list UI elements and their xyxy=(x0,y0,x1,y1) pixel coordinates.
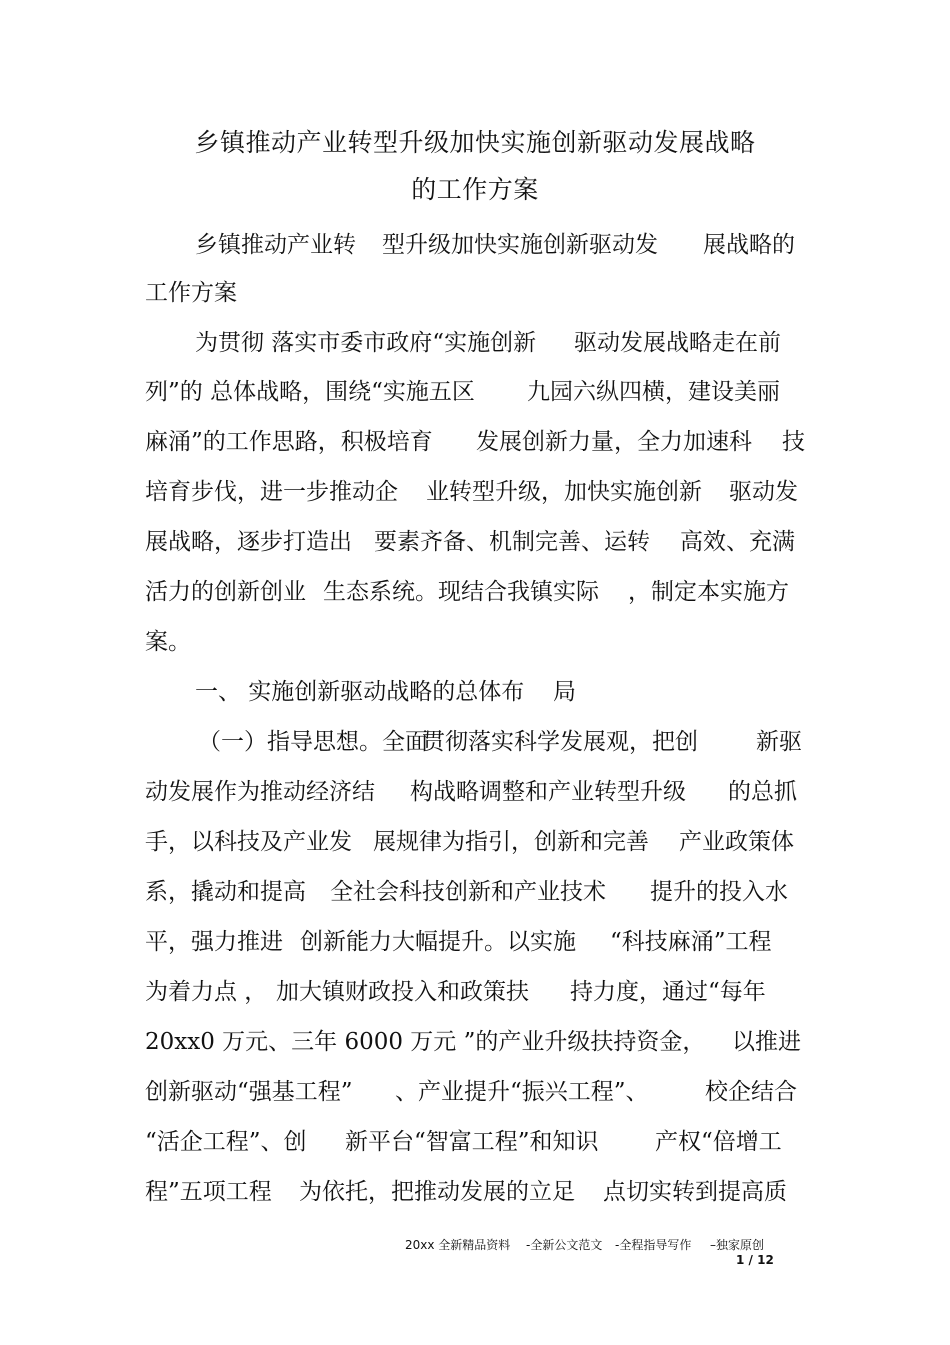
body-text-segment: 业转型升级，加快实施创新 xyxy=(426,479,702,505)
body-text-segment: 平，强力推进 xyxy=(145,929,283,955)
body-text-segment: 创新驱动“强基工程” xyxy=(145,1079,353,1105)
body-text-segment: 构战略调整和产业转型升级 xyxy=(410,779,686,805)
body-line xyxy=(0,725,950,759)
body-text-segment: 20xx0 万元、三年 6000 万元 ”的产业升级扶持资金， xyxy=(145,1029,706,1055)
body-text-segment: 要素齐备、机制完善、运转 xyxy=(374,529,650,555)
body-line xyxy=(0,276,950,310)
body-text-segment: 九园六纵四横，建设美丽 xyxy=(527,379,780,405)
body-text-segment: 型升级加快实施创新驱动发 xyxy=(382,232,658,258)
body-line xyxy=(0,1175,950,1209)
body-text-segment: 活力的创新创业 xyxy=(145,579,306,605)
body-line xyxy=(0,575,950,609)
body-text-segment: 为依托，把推动发展的立足 xyxy=(299,1179,575,1205)
body-text-segment: 驱动发展战略走在前 xyxy=(574,330,781,356)
body-text-segment: 局 xyxy=(553,679,576,705)
body-text-segment: 新驱 xyxy=(756,729,802,755)
body-text-segment: 麻涌”的工作思路，积极培育 xyxy=(145,429,433,455)
body-text-segment: 程”五项工程 xyxy=(145,1179,272,1205)
body-text-segment: 创新能力大幅提升。以实施 xyxy=(300,929,576,955)
body-text-segment: 、产业提升“振兴工程”、 xyxy=(395,1079,649,1105)
body-text-segment: 贯彻落实科学发展观，把创 xyxy=(422,729,698,755)
body-text-segment: 动发展作为推动经济结 xyxy=(145,779,375,805)
body-text-segment: “科技麻涌”工程 xyxy=(610,929,772,955)
body-text-segment: 加大镇财政投入和政策扶 xyxy=(276,979,529,1005)
body-text-segment: 持力度，通过“每年 xyxy=(570,979,766,1005)
body-line xyxy=(0,925,950,959)
body-line xyxy=(0,625,950,659)
body-text-segment: 培育步伐，进一步推动企 xyxy=(145,479,398,505)
body-text-segment: 产权“倍增工 xyxy=(655,1129,782,1155)
body-line xyxy=(0,875,950,909)
body-text-segment: 为着力点 ， xyxy=(145,979,268,1005)
body-line xyxy=(0,1125,950,1159)
footer-segment: 20xx 全新精品资料 xyxy=(405,1238,511,1252)
body-line xyxy=(0,775,950,809)
body-text-segment: “活企工程”、创 xyxy=(145,1129,307,1155)
body-text-segment: 展规律为指引，创新和完善 xyxy=(373,829,649,855)
body-text-segment: 技 xyxy=(782,429,805,455)
body-text-segment: 展战略，逐步打造出 xyxy=(145,529,352,555)
body-text-segment: 工作方案 xyxy=(145,280,237,306)
body-text-segment: 乡镇推动产业转 xyxy=(195,232,356,258)
body-text-segment: （一）指导思想。全面 xyxy=(198,729,428,755)
body-text-segment: 一、 实施创新驱动战略的总体布 xyxy=(195,679,525,705)
body-text-segment: 为贯彻 落实市委市政府“实施创新 xyxy=(195,330,537,356)
body-text-segment: 产业政策体 xyxy=(679,829,794,855)
body-line xyxy=(0,326,950,360)
document-title-line-2: 的工作方案 xyxy=(411,175,539,204)
body-line xyxy=(0,1075,950,1109)
body-line xyxy=(0,425,950,459)
body-text-segment: 列”的 总体战略，围绕“实施五区 xyxy=(145,379,475,405)
body-line xyxy=(0,228,950,262)
body-line xyxy=(0,825,950,859)
body-line xyxy=(0,475,950,509)
footer-segment: -全新公文范文 xyxy=(526,1238,603,1252)
page-number: 1 / 12 xyxy=(736,1253,774,1267)
page-footer xyxy=(0,1236,950,1254)
body-text-segment: 手，以科技及产业发 xyxy=(145,829,352,855)
body-text-segment: 提升的投入水 xyxy=(650,879,788,905)
footer-segment: -全程指导写作 xyxy=(615,1238,692,1252)
body-text-segment: 生态系统。现结合我镇实际 xyxy=(323,579,599,605)
body-text-segment: 点切实转到提高质 xyxy=(603,1179,787,1205)
document-title-line-1: 乡镇推动产业转型升级加快实施创新驱动发展战略 xyxy=(194,128,756,157)
body-line xyxy=(0,525,950,559)
body-text-segment: 以推进 xyxy=(732,1029,801,1055)
body-text-segment: 案。 xyxy=(145,629,191,655)
body-text-segment: 校企结合 xyxy=(705,1079,797,1105)
body-line xyxy=(0,675,950,709)
body-text-segment: 展战略的 xyxy=(703,232,795,258)
body-text-segment: 驱动发 xyxy=(729,479,798,505)
body-line xyxy=(0,1025,950,1059)
body-text-segment: 系，撬动和提高 xyxy=(145,879,306,905)
body-text-segment: 全社会科技创新和产业技术 xyxy=(330,879,606,905)
body-line xyxy=(0,375,950,409)
body-text-segment: 发展创新力量，全力加速科 xyxy=(476,429,752,455)
body-text-segment: 的总抓 xyxy=(728,779,797,805)
body-line xyxy=(0,975,950,1009)
footer-segment: –独家原创 xyxy=(710,1238,765,1252)
body-text-segment: 新平台“智富工程”和知识 xyxy=(345,1129,599,1155)
body-text-segment: 高效、充满 xyxy=(680,529,795,555)
body-text-segment: ，制定本实施方 xyxy=(628,579,789,605)
